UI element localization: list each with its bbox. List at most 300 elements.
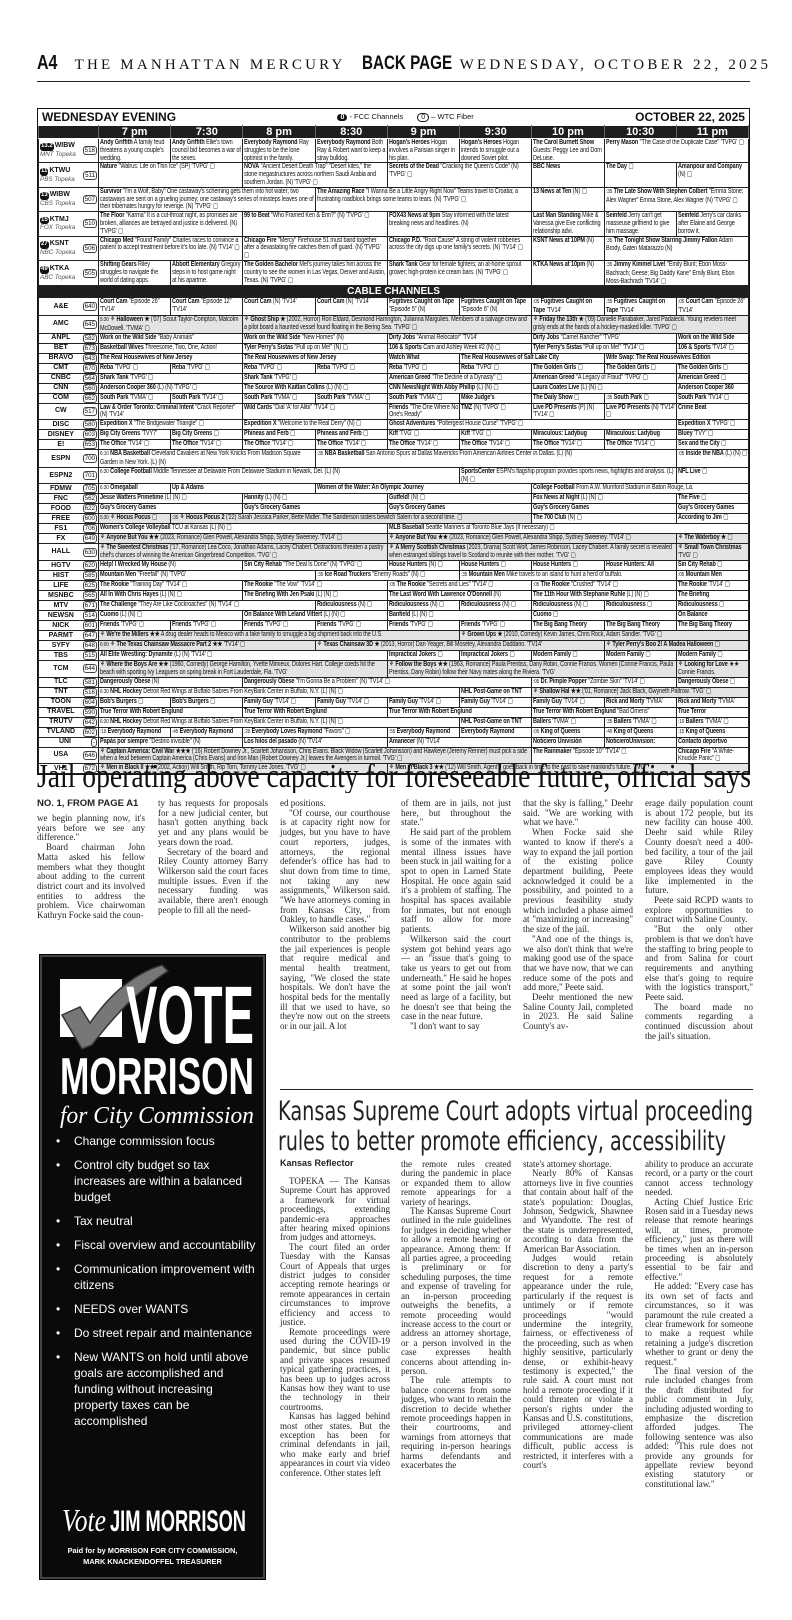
program-cell[interactable] (676, 440, 748, 450)
program-cell[interactable] (676, 298, 748, 316)
channel-cell (39, 450, 99, 468)
program-cell[interactable] (315, 640, 604, 650)
program-cell[interactable] (99, 650, 388, 660)
program-cell[interactable] (604, 212, 676, 236)
program-cell[interactable] (676, 333, 748, 343)
program-cell[interactable] (676, 620, 748, 630)
program-description: ▢ (727, 534, 733, 542)
program-title: Andy Griffith (100, 139, 133, 146)
program-cell[interactable] (676, 600, 748, 610)
channel-number: - (92, 738, 95, 746)
program-title: House Hunters (533, 560, 572, 568)
program-cell[interactable] (99, 660, 388, 677)
program-cell[interactable] (387, 212, 531, 236)
program-cell[interactable] (99, 494, 243, 504)
program-cell[interactable] (99, 298, 171, 316)
program-cell[interactable] (387, 560, 459, 570)
program-cell[interactable] (243, 260, 387, 285)
program-cell[interactable] (604, 430, 676, 440)
program-cell[interactable] (99, 484, 171, 494)
masthead (37, 52, 772, 82)
program-cell[interactable] (315, 484, 532, 494)
program-cell[interactable] (243, 430, 315, 440)
program-cell[interactable] (243, 163, 387, 187)
call-letters: FOOD (50, 504, 71, 512)
program-cell[interactable] (171, 139, 243, 163)
program-cell[interactable] (99, 333, 243, 343)
program-cell[interactable] (676, 737, 748, 747)
program-cell[interactable] (532, 403, 604, 420)
program-cell[interactable] (532, 363, 604, 373)
program-cell[interactable] (171, 430, 243, 440)
program-cell[interactable] (99, 430, 171, 440)
program-cell[interactable] (676, 544, 748, 561)
program-cell[interactable] (676, 580, 748, 590)
program-cell[interactable] (99, 212, 243, 236)
program-cell[interactable] (532, 590, 676, 600)
program-description: Detroit Red Wings at Buffalo Sabres From KeyBank Center in Buffalo, N.Y. (L) (N) ▢ (143, 687, 343, 695)
channel-number: 582 (84, 334, 95, 342)
program-cell[interactable] (99, 640, 316, 650)
program-cell[interactable] (532, 677, 676, 687)
program-cell[interactable] (99, 620, 171, 630)
ad-bullet-item: • Fiscal overview and accountability (54, 1237, 259, 1253)
program-cell[interactable] (171, 697, 243, 707)
program-cell[interactable] (387, 544, 676, 561)
program-cell[interactable] (676, 494, 748, 504)
program-cell[interactable] (604, 717, 676, 727)
program-cell[interactable] (99, 343, 243, 353)
program-cell[interactable] (676, 717, 748, 727)
program-cell[interactable] (532, 620, 604, 630)
program-cell[interactable] (315, 440, 387, 450)
program-title: Everybody Raymond (316, 139, 371, 146)
program-cell[interactable] (99, 353, 243, 363)
channel-number: 517 (84, 407, 95, 415)
program-cell[interactable] (532, 383, 676, 393)
program-cell[interactable] (387, 524, 748, 534)
program-cell[interactable] (99, 590, 243, 600)
program-cell[interactable] (387, 610, 531, 620)
program-cell[interactable] (171, 260, 243, 285)
program-cell[interactable] (243, 139, 315, 163)
program-cell[interactable] (387, 600, 459, 610)
program-cell[interactable] (99, 707, 243, 717)
program-cell[interactable] (387, 420, 676, 430)
program-cell[interactable] (243, 403, 387, 420)
program-cell[interactable] (604, 440, 676, 450)
program-cell[interactable] (99, 440, 171, 450)
program-title: True Terror With Robert Englund (388, 707, 472, 715)
program-cell[interactable] (460, 440, 532, 450)
program-cell[interactable] (99, 514, 171, 524)
program-cell[interactable] (243, 315, 532, 333)
program-cell[interactable] (99, 737, 243, 747)
program-cell[interactable] (676, 373, 748, 383)
program-cell[interactable] (676, 212, 748, 236)
program-title: 106 & Sports (677, 343, 711, 351)
program-cell[interactable] (387, 534, 676, 544)
program-cell[interactable] (676, 514, 748, 524)
program-cell-content (461, 571, 675, 580)
program-cell[interactable] (171, 514, 532, 524)
program-cell[interactable] (532, 440, 604, 450)
program-cell[interactable] (171, 620, 243, 630)
program-cell[interactable] (171, 727, 243, 737)
program-cell[interactable] (676, 420, 748, 430)
program-cell[interactable] (99, 420, 243, 430)
program-cell[interactable] (532, 560, 604, 570)
program-cell[interactable] (604, 363, 676, 373)
program-cell-content (100, 484, 169, 493)
program-cell[interactable] (676, 610, 748, 620)
program-cell[interactable] (387, 353, 459, 363)
program-title: The Five (677, 494, 700, 502)
program-cell[interactable] (387, 590, 531, 600)
program-cell[interactable] (243, 383, 387, 393)
program-cell[interactable] (604, 737, 676, 747)
program-cell[interactable] (171, 484, 315, 494)
program-cell[interactable] (460, 727, 532, 737)
program-cell[interactable] (460, 353, 604, 363)
program-cell[interactable] (243, 363, 315, 373)
program-cell[interactable] (532, 212, 604, 236)
program-cell[interactable] (315, 570, 459, 580)
program-cell[interactable] (99, 534, 388, 544)
program-cell[interactable] (387, 333, 531, 343)
program-cell[interactable] (676, 450, 748, 468)
program-cell[interactable] (387, 383, 531, 393)
program-cell[interactable] (532, 494, 676, 504)
program-cell[interactable] (460, 697, 532, 707)
program-cell[interactable] (676, 363, 748, 373)
program-cell[interactable] (99, 236, 243, 260)
program-cell[interactable] (460, 687, 532, 697)
program-cell[interactable] (387, 660, 676, 677)
program-cell[interactable] (315, 430, 387, 440)
program-cell[interactable] (99, 560, 243, 570)
program-cell[interactable] (532, 717, 604, 727)
program-cell[interactable] (99, 139, 171, 163)
program-cell[interactable] (676, 707, 748, 717)
program-cell-content (533, 212, 602, 235)
program-cell-content (100, 591, 241, 599)
program-cell-content (100, 344, 241, 352)
program-cell[interactable] (387, 440, 459, 450)
channel-cell-content (40, 611, 97, 620)
program-cell[interactable] (387, 163, 531, 187)
program-cell[interactable] (243, 353, 387, 363)
program-cell[interactable] (99, 677, 243, 687)
program-cell[interactable] (460, 363, 532, 373)
program-cell[interactable] (460, 393, 532, 403)
program-cell-content (678, 738, 747, 746)
program-cell[interactable] (99, 260, 171, 285)
program-cell[interactable] (387, 343, 531, 353)
program-cell[interactable] (676, 343, 748, 353)
program-cell[interactable] (532, 707, 676, 717)
program-cell[interactable] (315, 363, 387, 373)
program-cell[interactable] (460, 630, 749, 640)
channel-cell-content (40, 344, 97, 353)
program-cell[interactable] (676, 467, 748, 484)
program-title: Ridiculousness (533, 600, 573, 608)
program-cell[interactable] (460, 600, 532, 610)
program-cell[interactable] (387, 727, 459, 737)
program-cell[interactable] (387, 363, 459, 373)
program-cell[interactable] (532, 430, 604, 440)
program-cell[interactable] (243, 707, 387, 717)
program-cell[interactable] (604, 620, 676, 630)
program-cell[interactable] (604, 353, 748, 363)
program-cell[interactable] (676, 560, 748, 570)
program-cell-content (678, 651, 747, 659)
program-cell[interactable] (99, 524, 388, 534)
program-cell[interactable] (243, 373, 387, 383)
program-cell[interactable] (171, 393, 243, 403)
program-cell[interactable] (676, 570, 748, 580)
program-cell[interactable] (532, 697, 604, 707)
program-cell[interactable] (99, 403, 243, 420)
program-cell[interactable] (604, 260, 748, 285)
program-cell[interactable] (532, 484, 749, 494)
program-cell[interactable] (315, 620, 387, 630)
program-cell[interactable] (243, 560, 387, 570)
program-cell[interactable] (460, 717, 532, 727)
program-cell[interactable] (387, 620, 459, 630)
program-cell[interactable] (604, 640, 748, 650)
program-cell[interactable] (171, 440, 243, 450)
program-cell[interactable] (676, 504, 748, 514)
channel-row (39, 363, 749, 373)
program-cell[interactable] (676, 660, 748, 677)
program-cell[interactable] (243, 236, 387, 260)
program-cell-content (172, 364, 241, 372)
program-cell[interactable] (243, 590, 387, 600)
program-cell[interactable] (532, 393, 604, 403)
program-cell[interactable] (243, 393, 315, 403)
ad-signoff (42, 1499, 263, 1539)
program-cell[interactable] (387, 393, 459, 403)
program-cell[interactable] (460, 139, 532, 163)
program-cell[interactable] (99, 163, 243, 187)
program-cell[interactable] (387, 139, 459, 163)
program-cell[interactable] (532, 737, 604, 747)
program-cell[interactable] (99, 393, 171, 403)
program-cell[interactable] (243, 494, 387, 504)
program-cell[interactable] (460, 560, 532, 570)
program-cell[interactable] (315, 450, 676, 468)
program-cell[interactable] (604, 187, 748, 211)
program-cell[interactable] (532, 260, 604, 285)
program-cell[interactable] (99, 687, 460, 697)
program-cell[interactable] (387, 236, 531, 260)
program-cell[interactable] (99, 504, 243, 514)
program-description: (N) (586, 236, 595, 244)
program-cell[interactable] (243, 580, 387, 590)
program-cell[interactable] (604, 393, 676, 403)
program-cell[interactable] (387, 373, 531, 383)
program-cell[interactable] (676, 590, 748, 600)
program-cell[interactable] (604, 403, 676, 420)
program-cell[interactable] (676, 163, 748, 187)
program-description: 'TV14' (546, 307, 562, 315)
program-cell[interactable] (99, 600, 316, 610)
program-cell[interactable] (171, 298, 243, 316)
program-cell[interactable] (532, 343, 676, 353)
program-cell[interactable] (387, 430, 459, 440)
program-cell[interactable] (532, 504, 676, 514)
channel-cell-content (40, 514, 97, 523)
program-cell[interactable] (99, 315, 243, 333)
program-cell[interactable] (243, 697, 315, 707)
program-cell[interactable] (676, 403, 748, 420)
program-cell[interactable] (676, 697, 748, 707)
channel-number: 701 (84, 472, 95, 480)
program-cell[interactable] (532, 139, 604, 163)
program-cell[interactable] (460, 570, 677, 580)
program-cell[interactable] (315, 187, 532, 211)
program-description: (L) (N) 'TVPG' ▢ (157, 383, 198, 391)
program-cell[interactable] (676, 383, 748, 393)
program-cell[interactable] (532, 298, 604, 316)
program-cell[interactable] (315, 600, 387, 610)
program-cell[interactable] (460, 403, 532, 420)
program-cell[interactable] (460, 650, 532, 660)
program-cell[interactable] (532, 163, 604, 187)
program-cell[interactable] (243, 333, 387, 343)
start-time: :05 (533, 581, 540, 588)
program-cell[interactable] (99, 697, 171, 707)
program-cell-content (317, 188, 531, 204)
program-cell[interactable] (387, 650, 459, 660)
program-cell[interactable] (387, 737, 531, 747)
program-cell[interactable] (604, 236, 748, 260)
program-cell[interactable] (387, 697, 459, 707)
program-cell[interactable] (315, 697, 387, 707)
program-cell-content (678, 601, 747, 609)
program-cell[interactable] (460, 620, 532, 630)
program-cell[interactable] (676, 534, 748, 544)
program-cell[interactable] (243, 504, 387, 514)
program-cell[interactable] (676, 727, 748, 737)
paragraph: The court filed an order Tuesday with the Kansas Court of Appeals that urges district judges to consider accepting remote hearings or remote appearances in certain circumstances to improve efficiency and access to justice. (280, 1241, 390, 1328)
program-cell-content (461, 601, 530, 609)
program-cell[interactable] (243, 610, 387, 620)
program-cell[interactable] (315, 393, 387, 403)
program-cell[interactable] (99, 363, 171, 373)
program-cell-content (100, 384, 241, 392)
program-cell[interactable] (676, 430, 748, 440)
program-cell[interactable] (604, 600, 676, 610)
program-cell[interactable] (532, 373, 676, 383)
program-cell[interactable] (315, 139, 387, 163)
program-cell[interactable] (99, 373, 243, 383)
program-title: Tyler Perry's Sistas (533, 343, 583, 351)
program-cell[interactable] (532, 580, 676, 590)
program-title: Modern Family (605, 650, 644, 658)
program-cell[interactable] (99, 450, 316, 468)
program-cell[interactable] (604, 163, 676, 187)
program-cell[interactable] (532, 650, 604, 660)
program-description: "Welcome to the Real Derry" (N) ▢ (278, 420, 362, 428)
channel-cell (39, 467, 99, 484)
program-cell[interactable] (387, 580, 531, 590)
program-cell-content (678, 494, 747, 502)
program-cell[interactable] (171, 363, 243, 373)
program-cell[interactable] (243, 727, 387, 737)
program-cell[interactable] (99, 580, 243, 590)
program-description: 'TV14' ▢ (560, 440, 583, 448)
program-cell-content (100, 440, 169, 448)
program-cell[interactable] (604, 298, 676, 316)
program-cell[interactable] (243, 343, 387, 353)
program-cell[interactable] (387, 707, 531, 717)
program-cell-content (678, 404, 747, 412)
program-cell[interactable] (243, 440, 315, 450)
program-cell[interactable] (460, 467, 677, 484)
program-description: "Episode 5" (N) (388, 306, 426, 314)
program-cell[interactable] (532, 236, 604, 260)
program-cell-content (100, 611, 241, 619)
program-cell[interactable] (532, 687, 749, 697)
program-cell[interactable] (99, 570, 316, 580)
program-cell[interactable] (243, 420, 387, 430)
program-cell[interactable] (676, 677, 748, 687)
program-cell[interactable] (387, 298, 459, 316)
program-cell[interactable] (532, 600, 604, 610)
program-cell[interactable] (387, 494, 531, 504)
program-cell[interactable] (604, 697, 676, 707)
program-cell[interactable] (676, 650, 748, 660)
program-cell[interactable] (604, 560, 676, 570)
program-cell[interactable] (532, 514, 676, 524)
program-cell[interactable] (604, 650, 676, 660)
start-time: 6:30 (100, 468, 109, 475)
program-cell-content (100, 651, 386, 659)
program-cell[interactable] (99, 717, 460, 727)
program-cell[interactable] (604, 139, 748, 163)
program-cell[interactable] (532, 333, 676, 343)
program-cell[interactable] (99, 467, 460, 484)
program-cell[interactable] (243, 212, 387, 236)
program-cell[interactable] (387, 504, 531, 514)
channel-number: 601 (84, 621, 95, 629)
program-cell[interactable] (99, 383, 243, 393)
program-cell[interactable] (532, 187, 604, 211)
program-cell[interactable] (99, 610, 243, 620)
program-cell[interactable] (604, 727, 676, 737)
program-cell[interactable] (243, 298, 315, 316)
program-cell[interactable] (243, 737, 387, 747)
program-cell[interactable] (676, 393, 748, 403)
program-cell[interactable] (243, 620, 315, 630)
program-cell[interactable] (315, 298, 387, 316)
program-cell[interactable] (99, 630, 460, 640)
program-description: A family feud threatens a young couple's wedding. (100, 139, 165, 162)
program-cell[interactable] (99, 727, 171, 737)
program-cell[interactable] (460, 430, 532, 440)
program-cell[interactable] (532, 727, 604, 737)
program-cell[interactable] (99, 187, 316, 211)
program-cell[interactable] (99, 544, 388, 561)
program-cell[interactable] (387, 403, 459, 420)
program-cell[interactable] (532, 315, 749, 333)
program-cell[interactable] (460, 298, 532, 316)
program-cell[interactable] (532, 610, 676, 620)
program-cell[interactable] (387, 260, 531, 285)
program-cell[interactable] (243, 677, 532, 687)
